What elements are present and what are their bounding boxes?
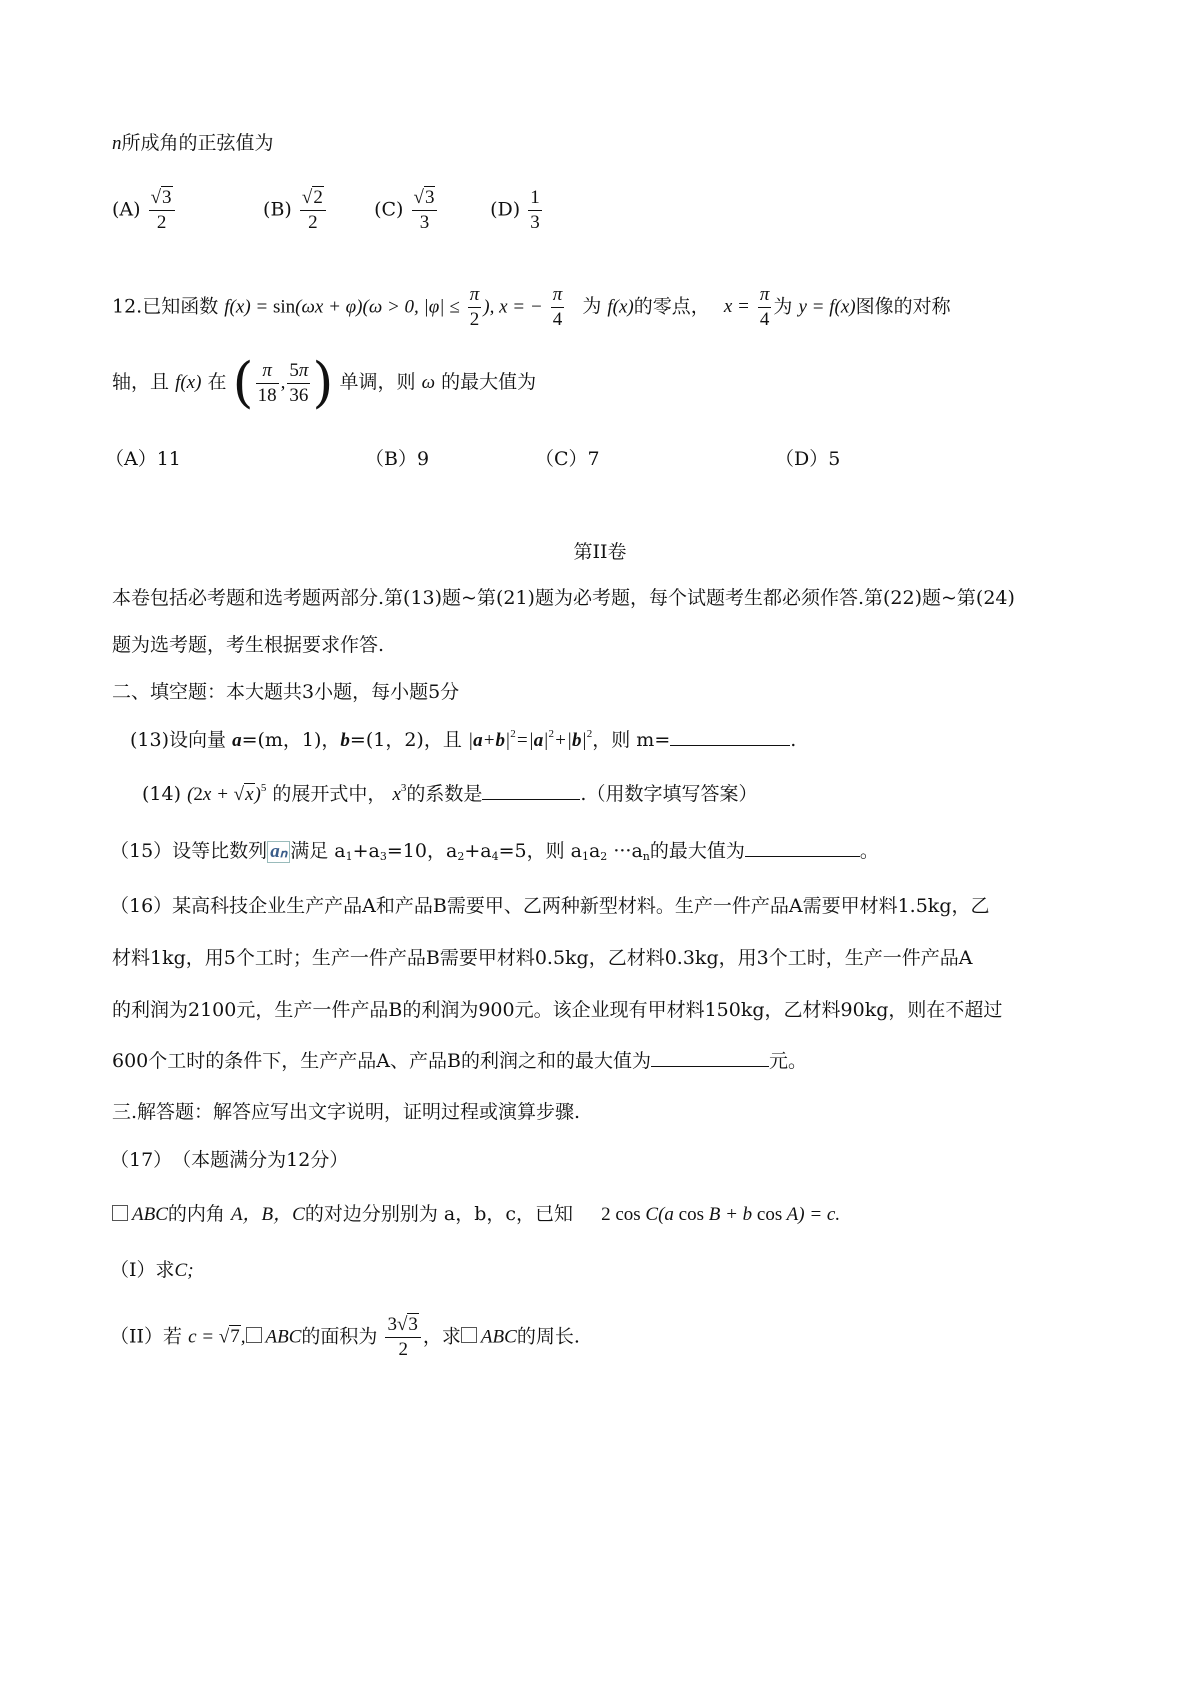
- q14-text: 的系数是: [406, 783, 483, 805]
- q13-text: =(m，1)，: [241, 729, 341, 751]
- x-cubed: $x^3$: [392, 782, 407, 805]
- q12-text: 的零点，: [633, 295, 710, 318]
- q11-option-d: [490, 186, 544, 235]
- answer-blank[interactable]: [745, 838, 860, 857]
- formula-fx: f(x): [607, 296, 634, 318]
- q15-text: +a: [464, 840, 492, 862]
- q11-options: [112, 186, 544, 235]
- q13-text: =(1，2)，且: [349, 729, 462, 751]
- q14-text: 的展开式中，: [272, 783, 387, 805]
- q11-option-a: [112, 186, 257, 235]
- q17-text: （II）若: [110, 1325, 183, 1348]
- var-c: C;: [174, 1260, 194, 1281]
- q12-text: 轴，且: [112, 371, 170, 393]
- answer-blank[interactable]: [482, 781, 580, 800]
- q16-line3: 的利润为2100元，生产一件产品B的利润为900元。该企业现有甲材料150kg，乙材料90kg，则在不超过: [112, 999, 1003, 1021]
- section-title: 第II卷: [573, 541, 627, 563]
- option-label: (A): [112, 198, 141, 221]
- vector-a: a: [232, 730, 242, 751]
- denominator: 3: [530, 211, 540, 233]
- q13-text: .: [790, 729, 797, 751]
- angles: A，B，C: [230, 1204, 305, 1225]
- fraction-pi-4: $\frac{\pi}{4}$: [552, 284, 563, 330]
- q15-text: 。: [859, 840, 879, 862]
- q14-text: .（用数字填写答案）: [580, 783, 758, 805]
- q15-text: =10，a: [386, 840, 458, 862]
- q12-text: 单调，则: [339, 371, 416, 393]
- q15-text: （15）设等比数列: [110, 840, 268, 862]
- numerator: 2: [313, 187, 323, 208]
- q16-text: 600个工时的条件下，生产产品A、产品B的利润之和的最大值为: [112, 1050, 651, 1072]
- q17-part1: [110, 1255, 194, 1282]
- condition-formula: 2 cos C(a cos B + b cos A) = c.: [601, 1204, 841, 1225]
- right-paren: ): [312, 351, 334, 414]
- option-label: (B): [263, 198, 292, 221]
- q15-text: 的最大值为: [649, 840, 745, 862]
- q12-text: 在: [207, 371, 227, 393]
- option-label: (D): [490, 198, 521, 221]
- q13-text: (13)设向量: [130, 729, 227, 751]
- q14-text: (14): [142, 783, 182, 805]
- answer-blank[interactable]: [670, 727, 790, 746]
- q16-line2: 材料1kg，用5个工时；生产一件产品B需要甲材料0.5kg，乙材料0.3kg，用3个工时，生产一件产品A: [112, 947, 973, 969]
- binomial-formula: $(2x + √x)^5$: [187, 782, 267, 805]
- q17-header: （17） （本题满分为12分）: [110, 1149, 349, 1171]
- q15-text: 满足 a: [290, 840, 346, 862]
- c-eq-sqrt7: c = √7,: [188, 1326, 246, 1348]
- q11-option-c: [374, 186, 484, 235]
- fraction: $\frac{√3}{2}$: [149, 186, 175, 235]
- q11-text: 所成角的正弦值为: [121, 132, 274, 154]
- q17-stem: ABC的内角 A，B，C的对边分别别为 a，b，c，已知 2 cos C(a cos B + b cos A) = c.: [112, 1199, 840, 1226]
- vector-b: b: [340, 730, 350, 751]
- formula-f: f(x) = sin(ωx + φ)(ω > 0, |φ| ≤: [224, 296, 460, 318]
- triangle-icon: [246, 1327, 262, 1343]
- fraction: $\frac{√2}{2}$: [300, 186, 326, 235]
- q11-stem-tail: [112, 128, 274, 155]
- option-label: (C): [374, 198, 404, 221]
- condition-formula: $|a+b|^2=|a|^2+|b|^2$: [467, 728, 593, 751]
- numerator: 3: [424, 187, 435, 208]
- numerator: 1: [528, 186, 542, 211]
- fraction: [528, 186, 542, 235]
- q13-text: ，则 m=: [592, 729, 671, 751]
- q12-text: 为: [773, 295, 793, 318]
- q12-text: 图像的对称: [855, 295, 951, 318]
- triangle-icon: [461, 1327, 477, 1343]
- fraction: $\frac{√3}{3}$: [412, 186, 438, 235]
- question-number: 12.: [112, 295, 143, 318]
- q12-option-a: （A）11: [105, 448, 181, 470]
- q12-option-b: （B）9: [365, 448, 430, 470]
- q16-line1: （16）某高科技企业生产产品A和产品B需要甲、乙两种新型材料。生产一件产品A需要甲材料1.5kg，乙: [110, 895, 990, 917]
- abc: ABC: [132, 1204, 168, 1225]
- q12-stem-line1: 12.已知函数 f(x) = sin(ωx + φ)(ω > 0, |φ| ≤ $\frac{\pi}{2}$ ), x = − $\frac{\pi}{4}$ 为 f(x)的零点， x = $\frac{\pi}{4}$ 为 y = f(x)图像的对称: [112, 284, 951, 330]
- section-intro-line2: 题为选考题，考生根据要求作答.: [112, 634, 385, 656]
- q16-line4: [112, 1046, 807, 1073]
- q15-text: a: [588, 840, 601, 862]
- q12-text: 为: [582, 295, 602, 318]
- q12-option-c: （C）7: [535, 448, 600, 470]
- q17-part2: （II）若 c = √7, ABC的面积为 $\frac{3√3}{2}$ ，求 ABC的周长.: [110, 1314, 580, 1360]
- formula-x-eq: x =: [723, 296, 750, 318]
- omega: ω: [421, 372, 436, 393]
- fraction-pi-18: $\frac{\pi}{18}$: [257, 359, 277, 406]
- var-n: n: [112, 133, 122, 154]
- answer-blank[interactable]: [651, 1048, 769, 1067]
- left-paren: (: [232, 351, 254, 414]
- q12-text: 已知函数: [142, 295, 219, 318]
- q13: [130, 725, 796, 752]
- fraction-pi-4b: $\frac{\pi}{4}$: [759, 284, 770, 330]
- abc: ABC: [480, 1326, 517, 1348]
- solve-heading: 三.解答题：解答应写出文字说明，证明过程或演算步骤.: [112, 1101, 581, 1123]
- q12-stem-line2: 轴，且 f(x) 在 ( $\frac{\pi}{18}$ , $\frac{5\pi}{36}$ ) 单调，则 ω 的最大值为: [112, 351, 537, 414]
- q15-text: ···a: [607, 840, 643, 862]
- q17-text: 的对边分别别为 a，b，c，已知: [304, 1203, 574, 1225]
- fraction-pi-2: $\frac{\pi}{2}$: [469, 284, 480, 330]
- q12-text: 的最大值为: [441, 371, 537, 393]
- q16-text: 元。: [768, 1050, 807, 1072]
- q14: [142, 779, 757, 806]
- formula-fx: f(x): [175, 372, 202, 393]
- sequence-an-glyph: aₙ: [267, 841, 290, 863]
- q15-text: +a: [352, 840, 380, 862]
- denominator: 2: [156, 211, 167, 233]
- q15: （15）设等比数列 aₙ 满足 $a_1+a_3=10$，$a_2+a_4=5$，则 $a_1a_2 \cdot\cdot\cdot a_n$的最大值为 。: [110, 840, 879, 863]
- numerator: 3: [162, 187, 172, 208]
- q15-text: =5，则 a: [498, 840, 582, 862]
- q11-option-b: [263, 186, 368, 235]
- abc: ABC: [265, 1326, 302, 1348]
- q12-option-d: （D）5: [775, 448, 841, 470]
- section-intro-line1: 本卷包括必考题和选考题两部分.第(13)题~第(21)题为必考题，每个试题考生都必须作答.第(22)题~第(24): [112, 587, 1015, 609]
- denominator: 2: [308, 211, 318, 233]
- fraction-area: $\frac{3√3}{2}$: [385, 1313, 420, 1362]
- triangle-icon: [112, 1205, 128, 1221]
- fill-in-heading: 二、填空题：本大题共3小题，每小题5分: [112, 681, 460, 703]
- formula-y-fx: y = f(x): [798, 296, 856, 318]
- q17-text: ，求: [422, 1325, 461, 1348]
- q12-options: [105, 444, 840, 471]
- fraction-5pi-36: $\frac{5\pi}{36}$: [289, 359, 309, 406]
- q17-text: （I）求: [110, 1259, 175, 1281]
- denominator: 3: [419, 211, 430, 233]
